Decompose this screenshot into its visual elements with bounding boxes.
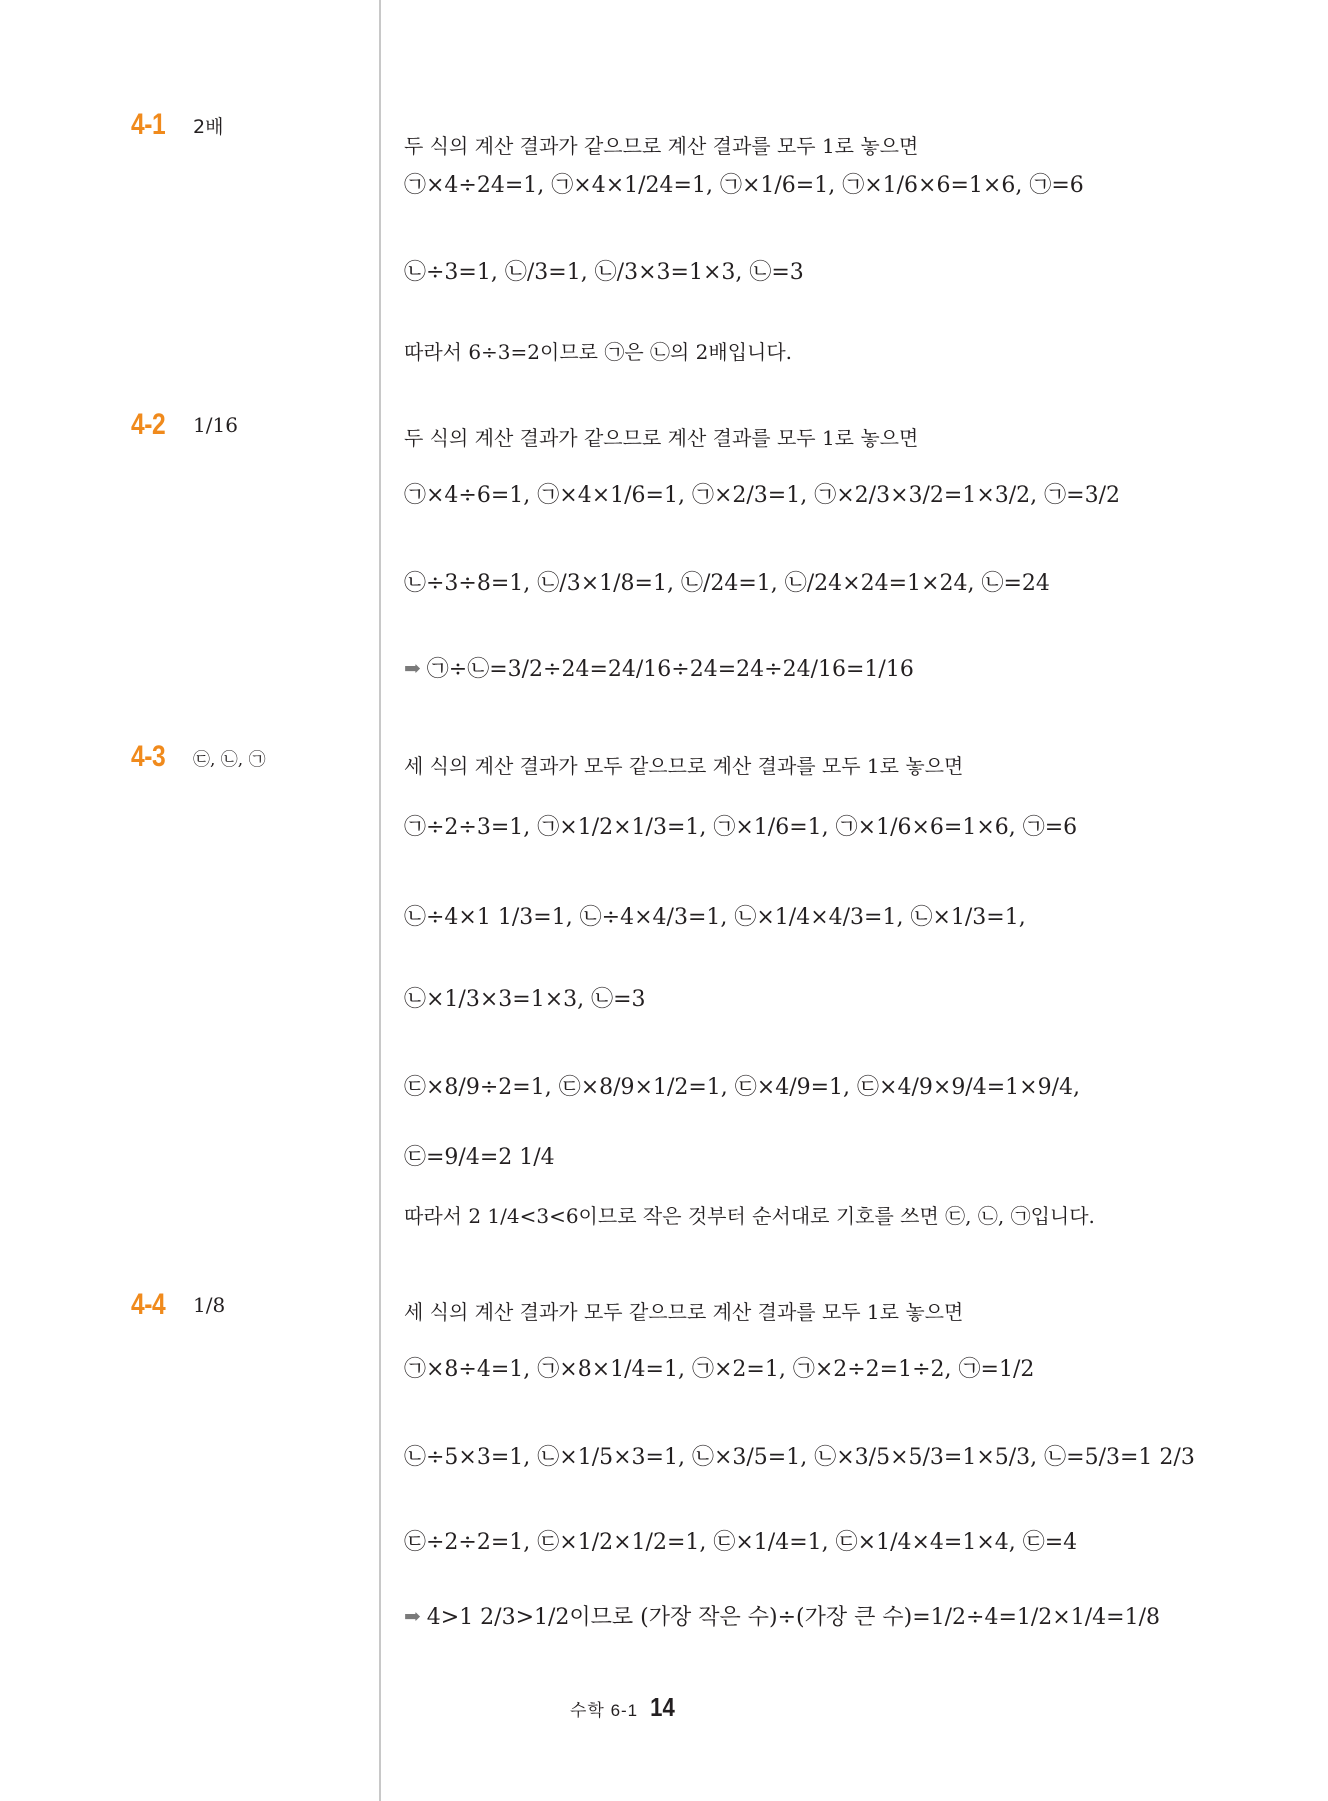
problem-label: [131, 740, 266, 774]
conclusion-text: 4>1 2/3>1/2이므로 (가장 작은 수)÷(가장 큰 수)=1/2÷4=1/2×1/4=1/8: [426, 1605, 1160, 1630]
problem-number: 4-2: [131, 408, 166, 441]
solution-intro: 두 식의 계산 결과가 같으므로 계산 결과를 모두 1로 놓으면: [404, 426, 919, 450]
solution-intro: 두 식의 계산 결과가 같으므로 계산 결과를 모두 1로 놓으면: [404, 134, 919, 158]
problem-label: [131, 108, 223, 142]
solution-intro: 세 식의 계산 결과가 모두 같으므로 계산 결과를 모두 1로 놓으면: [404, 754, 964, 778]
solution-intro: 세 식의 계산 결과가 모두 같으므로 계산 결과를 모두 1로 놓으면: [404, 1300, 964, 1324]
problem-number: 4-1: [131, 108, 166, 141]
arrow-right-icon: ➡: [404, 1603, 421, 1628]
problem-label: [131, 408, 238, 442]
solution-line: ㉢=9/4=2 1/4: [404, 1145, 555, 1170]
solution-line: ㉠×4÷24=1, ㉠×4×1/24=1, ㉠×1/6=1, ㉠×1/6×6=1×6, ㉠=6: [404, 173, 1084, 198]
problem-number: 4-3: [131, 740, 166, 773]
problem-answer: 2배: [193, 115, 224, 138]
solution-line: ㉢÷2÷2=1, ㉢×1/2×1/2=1, ㉢×1/4=1, ㉢×1/4×4=1×4, ㉢=4: [404, 1530, 1078, 1555]
footer-subject: 수학 6-1: [570, 1701, 639, 1720]
problem-answer: ㉢, ㉡, ㉠: [193, 749, 266, 770]
page-number: 14: [650, 1692, 675, 1722]
solution-line: ㉠×8÷4=1, ㉠×8×1/4=1, ㉠×2=1, ㉠×2÷2=1÷2, ㉠=1/2: [404, 1357, 1035, 1382]
solution-line: ㉡×1/3×3=1×3, ㉡=3: [404, 987, 646, 1012]
solution-line: ㉡÷3÷8=1, ㉡/3×1/8=1, ㉡/24=1, ㉡/24×24=1×24, ㉡=24: [404, 571, 1050, 596]
solution-conclusion: 따라서 2 1/4<3<6이므로 작은 것부터 순서대로 기호를 쓰면 ㉢, ㉡, ㉠입니다.: [404, 1204, 1095, 1228]
solution-line: ㉠×4÷6=1, ㉠×4×1/6=1, ㉠×2/3=1, ㉠×2/3×3/2=1×3/2, ㉠=3/2: [404, 483, 1120, 508]
problem-answer: 1/8: [193, 1293, 226, 1317]
solution-conclusion: 따라서 6÷3=2이므로 ㉠은 ㉡의 2배입니다.: [404, 340, 793, 364]
problem-label: [131, 1288, 225, 1322]
solution-line: ㉠÷2÷3=1, ㉠×1/2×1/3=1, ㉠×1/6=1, ㉠×1/6×6=1×6, ㉠=6: [404, 815, 1078, 840]
column-divider: [379, 0, 381, 1801]
problem-answer: 1/16: [193, 413, 238, 437]
arrow-right-icon: ➡: [404, 655, 421, 680]
solution-line: ㉡÷4×1 1/3=1, ㉡÷4×4/3=1, ㉡×1/4×4/3=1, ㉡×1/3=1,: [404, 905, 1026, 930]
solution-conclusion: [404, 1600, 1160, 1631]
conclusion-text: ㉠÷㉡=3/2÷24=24/16÷24=24÷24/16=1/16: [426, 657, 914, 682]
solution-conclusion: [404, 652, 914, 683]
page-footer: [570, 1692, 677, 1723]
solution-line: ㉡÷5×3=1, ㉡×1/5×3=1, ㉡×3/5=1, ㉡×3/5×5/3=1×5/3, ㉡=5/3=1 2/3: [404, 1445, 1195, 1470]
problem-number: 4-4: [131, 1288, 166, 1321]
solution-line: ㉡÷3=1, ㉡/3=1, ㉡/3×3=1×3, ㉡=3: [404, 260, 804, 285]
solution-line: ㉢×8/9÷2=1, ㉢×8/9×1/2=1, ㉢×4/9=1, ㉢×4/9×9/4=1×9/4,: [404, 1075, 1080, 1100]
